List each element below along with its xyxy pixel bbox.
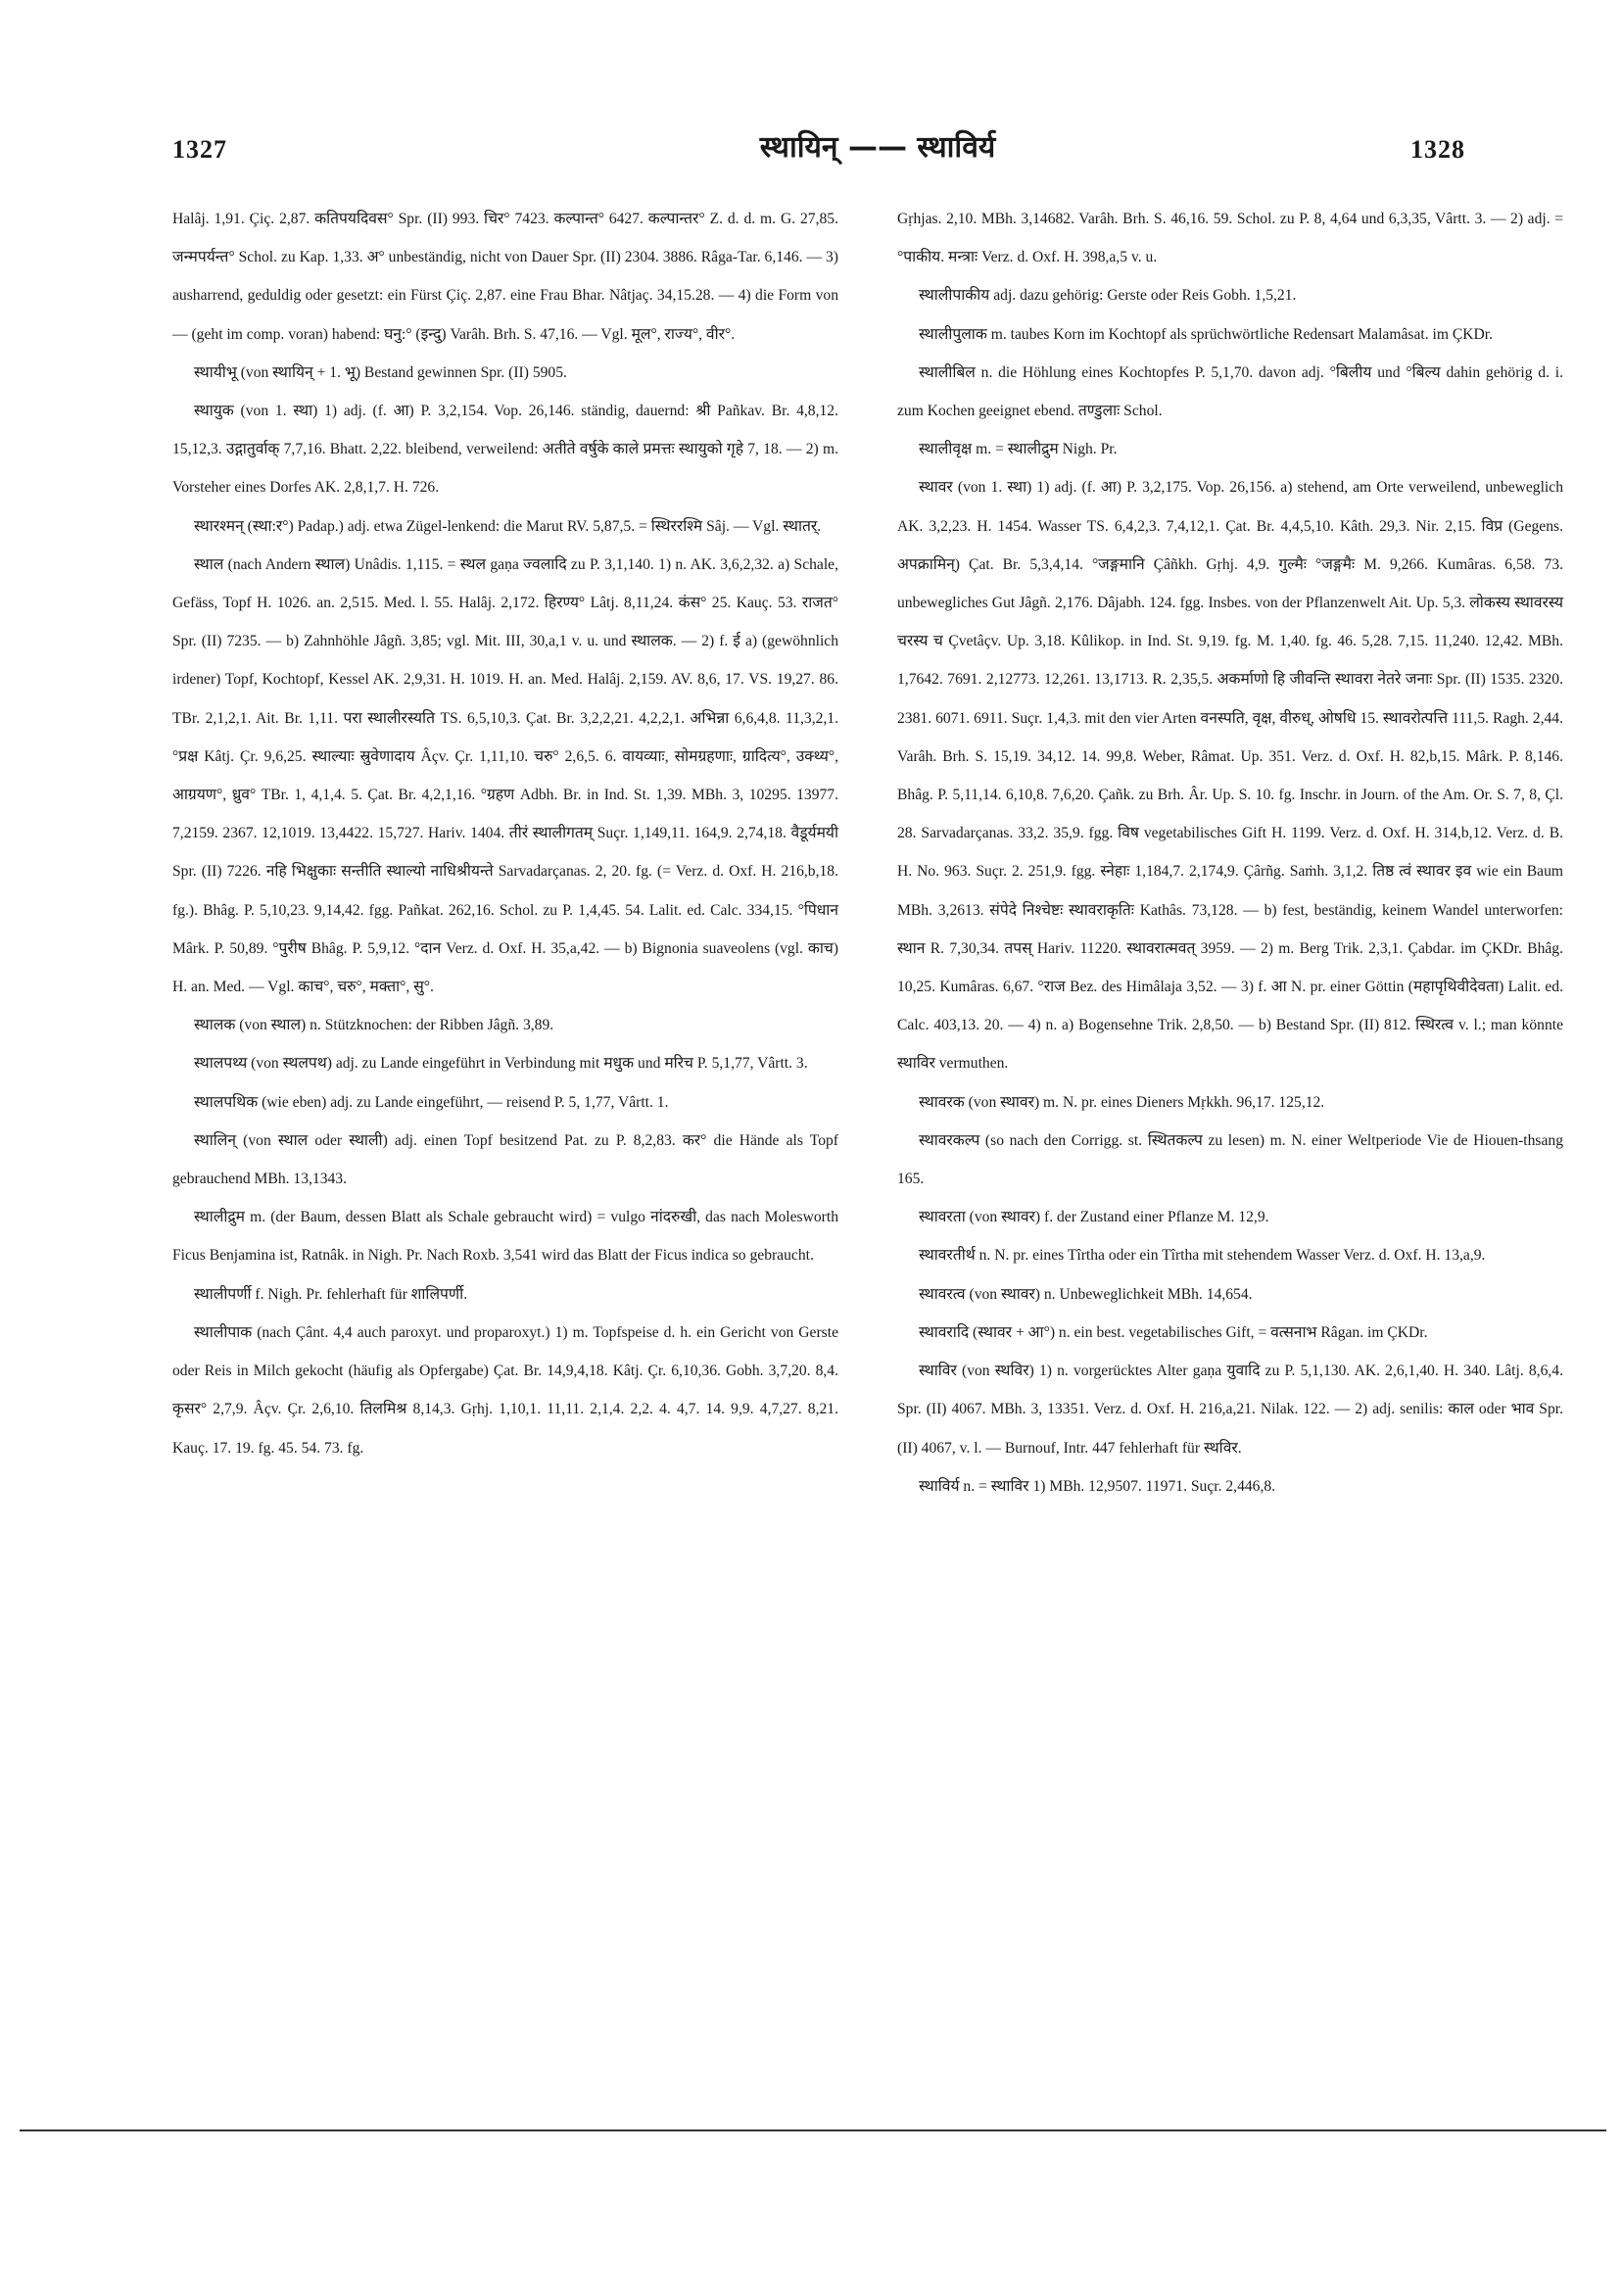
page-header xyxy=(0,0,1622,206)
dictionary-entry: स्थालीपुलाक m. taubes Korn im Kochtopf als sprüchwörtliche Redensart Malamâsat. im ÇKDr. xyxy=(919,325,1494,343)
dictionary-entry: स्थाविर (von स्थविर) 1) n. vorgerücktes Alter gaṇa युवादि zu P. 5,1,130. AK. 2,6,1,40. H. 340. Lâtj. 8,6,4. Spr. (II) 4067. MBh. 3, 13351. Verz. d. Oxf. H. 216,a,21. Nilak. 122. — 2) adj. senilis: काल oder भाव Spr. (II) 4067, v. l. — Burnouf, Intr. 447 fehlerhaft für स्थविर. xyxy=(897,1363,1563,1457)
dictionary-entry: स्थावरादि (स्थावर + आ°) n. ein best. vegetabilisches Gift, = वत्सनाभ Râgan. im ÇKDr. xyxy=(919,1323,1428,1341)
dictionary-entry: स्थावरता (von स्थावर) f. der Zustand einer Pflanze M. 12,9. xyxy=(919,1209,1269,1226)
page-number-right: 1328 xyxy=(1410,135,1465,164)
dictionary-entry: स्थालपथिक (wie eben) adj. zu Lande eingeführt, — reisend P. 5, 1,77, Vârtt. 1. xyxy=(194,1093,669,1111)
dictionary-entry: स्थालीवृक्ष m. = स्थालीद्रुम Nigh. Pr. xyxy=(919,441,1118,458)
bottom-rule xyxy=(20,2129,1606,2131)
dictionary-entry: स्थारश्मन् (स्था:र°) Padap.) adj. etwa Zügel-lenkend: die Marut RV. 5,87,5. = स्थिररश्मि Sâj. — Vgl. स्थातर्. xyxy=(194,517,822,535)
dictionary-entry: स्थावरतीर्थ n. N. pr. eines Tîrtha oder ein Tîrtha mit stehendem Wasser Verz. d. Oxf. H. 13,a,9. xyxy=(919,1247,1486,1265)
dictionary-entry: स्थायीभू (von स्थायिन् + 1. भू) Bestand gewinnen Spr. (II) 5905. xyxy=(194,363,567,381)
dictionary-entry-continuation: Halâj. 1,91. Çiç. 2,87. कतिपयदिवस° Spr. (II) 993. चिर° 7423. कल्पान्त° 6427. कल्पान्तर° Z. d. d. m. G. 27,85. जन्मपर्यन्त° Schol. zu Kap. 1,33. अ° unbeständig, nicht von Dauer Spr. (II) 2304. 3886. Râga-Tar. 6,146. — 3) ausharrend, geduldig oder gesetzt: ein Fürst Çiç. 2,87. eine Frau Bhar. Nâtjaç. 34,15.28. — 4) die Form von — (geht im comp. voran) habend: घनु:° (इन्दु) Varâh. Brh. S. 47,16. — Vgl. मूल°, राज्य°, वीर°. xyxy=(172,211,838,343)
dictionary-entry: स्थालीद्रुम m. (der Baum, dessen Blatt als Schale gebraucht wird) = vulgo नांदरुखी, das nach Molesworth Ficus Benjamina ist, Ratnâk. in Nigh. Pr. Nach Roxb. 3,541 wird das Blatt der Ficus indica so gebraucht. xyxy=(172,1209,838,1265)
dictionary-entry: स्थालक (von स्थाल) n. Stützknochen: der Ribben Jâgñ. 3,89. xyxy=(194,1017,554,1034)
running-head: स्थायिन् —— स्थाविर्य xyxy=(759,130,996,165)
dictionary-entry: स्थालपथ्य (von स्थलपथ) adj. zu Lande eingeführt in Verbindung mit मधुक und मरिच P. 5,1,77, Vârtt. 3. xyxy=(194,1055,808,1073)
right-column xyxy=(897,200,1563,1506)
dictionary-entry: स्थालीपाकीय adj. dazu gehörig: Gerste oder Reis Gobh. 1,5,21. xyxy=(919,287,1297,305)
dictionary-entry: स्थालीपर्णी f. Nigh. Pr. fehlerhaft für शालिपर्णी. xyxy=(194,1285,468,1303)
dictionary-entry: स्थालीपाक (nach Çânt. 4,4 auch paroxyt. und proparoxyt.) 1) m. Topfspeise d. h. ein Gericht von Gerste oder Reis in Milch gekocht (häufig als Opfergabe) Çat. Br. 14,9,4,18. Kâtj. Çr. 6,10,36. Gobh. 3,7,20. 8,4. कृसर° 2,7,9. Âçv. Çr. 2,6,10. तिलमिश्र 8,14,3. Gṛhj. 1,10,1. 11,11. 2,1,4. 2,2. 4. 4,7. 14. 9,9. 4,7,27. 8,21. Kauç. 17. 19. fg. 45. 54. 73. fg. xyxy=(172,1323,838,1457)
dictionary-entry: स्थाल (nach Andern स्थाल) Unâdis. 1,115. = स्थल gaṇa ज्वलादि zu P. 3,1,140. 1) n. AK. 3,6,2,32. a) Schale, Gefäss, Topf H. 1026. an. 2,515. Med. l. 55. Halâj. 2,172. हिरण्य° Lâtj. 8,11,24. कंस° 25. Kauç. 53. राजत° Spr. (II) 7235. — b) Zahnhöhle Jâgñ. 3,85; vgl. Mit. III, 30,a,1 v. u. und स्थालक. — 2) f. ई a) (gewöhnlich irdener) Topf, Kochtopf, Kessel AK. 2,9,31. H. 1019. H. an. Med. Halâj. 2,159. AV. 8,6, 17. VS. 19,27. 86. TBr. 2,1,2,1. Ait. Br. 1,11. परा स्थालीरस्यति TS. 6,5,10,3. Çat. Br. 3,2,2,21. 4,2,2,1. अभिन्ना 6,6,4,8. 11,3,2,1. °प्रक्ष Kâtj. Çr. 9,6,25. स्थाल्याः स्रुवेणादाय Âçv. Çr. 1,11,10. चरु° 2,6,5. 6. वायव्याः, सोमग्रहणाः, ग्रादित्य°, उक्थ्य°, आग्रयण°, ध्रुव° TBr. 1, 4,1,4. 5. Çat. Br. 4,2,1,16. °ग्रहण Adbh. Br. in Ind. St. 1,39. MBh. 3, 10295. 13977. 7,2159. 2367. 12,1019. 13,4422. 15,727. Hariv. 1404. तीरं स्थालीगतम् Suçr. 1,149,11. 164,9. 2,74,18. वैडूर्यमयी Spr. (II) 7226. नहि भिक्षुकाः सन्तीति स्थाल्यो नाधिश्रीयन्ते Sarvadarçanas. 2, 20. fg. (= Verz. d. Oxf. H. 216,b,18. fg.). Bhâg. P. 5,10,23. 9,14,42. fgg. Pañkat. 262,16. Schol. zu P. 1,4,45. 54. Lalit. ed. Calc. 334,15. °पिधान Mârk. P. 50,89. °पुरीष Bhâg. P. 5,9,12. °दान Verz. d. Oxf. H. 35,a,42. — b) Bignonia suaveolens (vgl. काच) H. an. Med. — Vgl. काच°, चरु°, मक्ता°, सु°. xyxy=(172,555,838,996)
dictionary-entry: स्थावरकल्प (so nach den Corrigg. st. स्थितकल्प zu lesen) m. N. einer Weltperiode Vie de Hiouen-thsang 165. xyxy=(897,1131,1563,1188)
dictionary-entry: स्थाविर्य n. = स्थाविर 1) MBh. 12,9507. 11971. Suçr. 2,446,8. xyxy=(919,1477,1276,1495)
dictionary-entry: स्थालीबिल n. die Höhlung eines Kochtopfes P. 5,1,70. davon adj. °बिलीय und °बिल्य dahin gehörig d. i. zum Kochen geeignet ebend. तण्डुलाः Schol. xyxy=(897,363,1563,420)
dictionary-entry: स्थावर (von 1. स्था) 1) adj. (f. आ) P. 3,2,175. Vop. 26,156. a) stehend, am Orte verweilend, unbeweglich AK. 3,2,23. H. 1454. Wasser TS. 6,4,2,3. 7,4,12,1. Çat. Br. 4,4,5,10. Kâth. 29,3. Nir. 2,15. विप्र (Gegens. अपक्रामिन्) Çat. Br. 5,3,4,14. °जङ्गमानि Çâñkh. Gṛhj. 4,9. गुल्मैः °जङ्गमैः M. 9,266. Kumâras. 6,58. 73. unbewegliches Gut Jâgñ. 2,176. Dâjabh. 124. fgg. Insbes. von der Pflanzenwelt Ait. Up. 5,3. लोकस्य स्थावरस्य चरस्य च Çvetâçv. Up. 3,18. Kûlikop. in Ind. St. 9,19. fg. M. 1,40. fg. 46. 5,28. 7,15. 11,240. 12,42. MBh. 1,7642. 7691. 2,12773. 12,261. 13,1713. R. 2,35,5. अकर्माणो हि जीवन्ति स्थावरा नेतरे जनाः Spr. (II) 1535. 2320. 2381. 6071. 6911. Suçr. 1,4,3. mit den vier Arten वनस्पति, वृक्ष, वीरुध्, ओषधि 15. स्थावरोत्पत्ति 111,5. Ragh. 2,44. Varâh. Brh. S. 15,19. 34,12. 14. 99,8. Weber, Râmat. Up. 351. Verz. d. Oxf. H. 82,b,15. Mârk. P. 8,146. Bhâg. P. 5,11,14. 6,10,8. 7,6,20. Çañk. zu Brh. Âr. Up. S. 10. fg. Inschr. in Journ. of the Am. Or. S. 7, 8, Çl. 28. Sarvadarçanas. 33,2. 35,9. fgg. विष vegetabilisches Gift H. 1199. Verz. d. Oxf. H. 314,b,12. Verz. d. B. H. No. 963. Suçr. 2. 251,9. fgg. स्नेहाः 1,184,7. 2,174,9. Çârñg. Saṁh. 3,1,2. तिष्ठ त्वं स्थावर इव wie ein Baum MBh. 3,2613. संपेदे निश्चेष्टः स्थावराकृतिः Kathâs. 73,128. — b) fest, beständig, keinem Wandel unterworfen: स्थान R. 7,30,34. तपस् Hariv. 11220. स्थावरात्मवत् 3959. — 2) m. Berg Trik. 2,3,1. Çabdar. im ÇKDr. Bhâg. 10,25. Kumâras. 6,67. °राज Bez. des Himâlaja 3,52. — 3) f. आ N. pr. einer Göttin (महापृथिवीदेवता) Lalit. ed. Calc. 403,13. 20. — 4) n. a) Bogensehne Trik. 2,8,50. — b) Bestand Spr. (II) 812. स्थिरत्व v. l.; man könnte स्थाविर vermuthen. xyxy=(897,479,1563,1073)
page-number-left: 1327 xyxy=(172,135,227,164)
dictionary-entry: स्थावरक (von स्थावर) m. N. pr. eines Dieners Mṛkkh. 96,17. 125,12. xyxy=(919,1093,1325,1111)
dictionary-entry: स्थालिन् (von स्थाल oder स्थाली) adj. einen Topf besitzend Pat. zu P. 8,2,83. कर° die Hände als Topf gebrauchend MBh. 13,1343. xyxy=(172,1131,838,1188)
dictionary-entry-continuation: Gṛhjas. 2,10. MBh. 3,14682. Varâh. Brh. S. 46,16. 59. Schol. zu P. 8, 4,64 und 6,3,35, Vârtt. 3. — 2) adj. = °पाकीय. मन्त्राः Verz. d. Oxf. H. 398,a,5 v. u. xyxy=(897,211,1563,266)
dictionary-entry: स्थायुक (von 1. स्था) 1) adj. (f. आ) P. 3,2,154. Vop. 26,146. ständig, dauernd: श्री Pañkav. Br. 4,8,12. 15,12,3. उद्गातुर्वाक् 7,7,16. Bhatt. 2,22. bleibend, verweilend: अतीते वर्षुके काले प्रमत्तः स्थायुको गृहे 7, 18. — 2) m. Vorsteher eines Dorfes AK. 2,8,1,7. H. 726. xyxy=(172,403,838,497)
left-column xyxy=(172,200,838,1467)
dictionary-entry: स्थावरत्व (von स्थावर) n. Unbeweglichkeit MBh. 14,654. xyxy=(919,1285,1253,1303)
